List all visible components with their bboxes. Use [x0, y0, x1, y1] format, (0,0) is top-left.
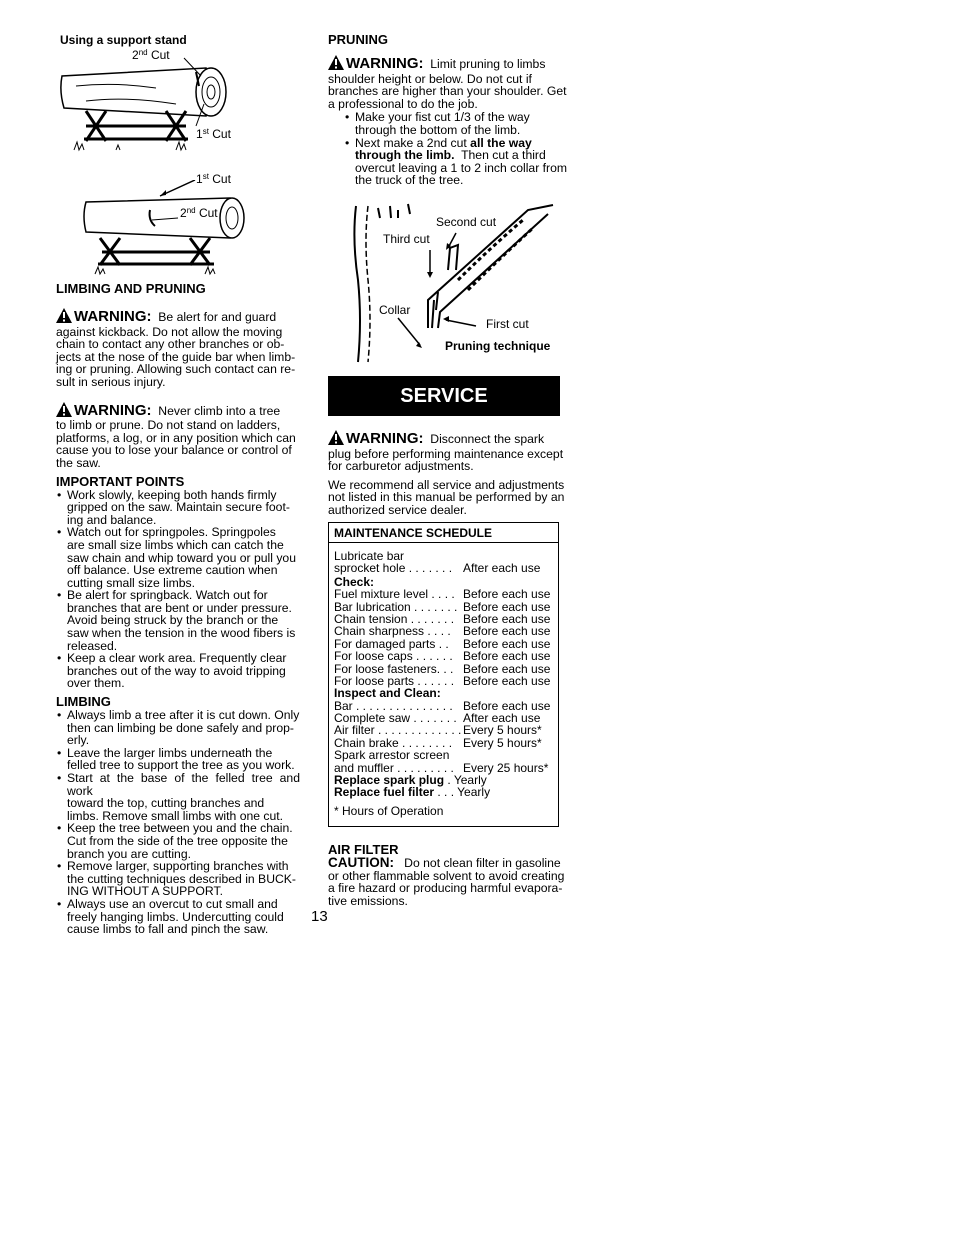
- item-line: the cutting techniques described in BUCK-: [67, 871, 296, 886]
- item-line: the truck of the tree.: [355, 173, 464, 188]
- warning1-line-4: ing or pruning. Allowing such contact can re-: [56, 362, 296, 377]
- item-line: • Remove larger, supporting branches with: [67, 859, 289, 874]
- table-row: [329, 625, 558, 637]
- air-filter-heading: AIR FILTER: [328, 842, 399, 857]
- row-label: Inspect and Clean:: [334, 686, 441, 701]
- row-value: Before each use: [463, 636, 551, 651]
- fig2-top-num: 1: [196, 172, 203, 186]
- service-text: [328, 430, 571, 517]
- item-line: felled tree to support the tree as you work.: [67, 758, 295, 773]
- item-line: branch you are cutting.: [67, 846, 191, 861]
- item-line: • Be alert for springback. Watch out for: [67, 588, 268, 603]
- item-line: toward the top, cutting branches and: [67, 796, 265, 811]
- pruning-warning-line-0: Limit pruning to limbs: [430, 57, 546, 71]
- fig1-second-cut-label: [132, 49, 170, 62]
- schedule-title: MAINTENANCE SCHEDULE: [329, 523, 558, 543]
- list-item: [56, 709, 300, 747]
- fig1-bottom-sup: st: [202, 127, 209, 136]
- recommend-line-2: authorized service dealer.: [328, 502, 467, 517]
- fig2-second-cut-label: [180, 207, 218, 220]
- row-value: Before each use: [463, 624, 551, 639]
- item-line: • Work slowly, keeping both hands firmly: [67, 487, 277, 502]
- warning1-line-2: chain to contact any other branches or ob-: [56, 337, 285, 352]
- first-cut-label: First cut: [486, 317, 529, 331]
- fig1-top-sup: nd: [138, 48, 148, 57]
- list-item: [56, 489, 300, 527]
- row-suffix: . . . Yearly: [434, 785, 491, 800]
- list-item: [56, 526, 300, 589]
- table-footnote: [329, 805, 558, 817]
- item-line: • Always use an overcut to cut small and: [67, 896, 278, 911]
- second-cut-label: Second cut: [436, 215, 497, 229]
- item-line: branches that are bent or under pressure.: [67, 600, 292, 615]
- item-line: erly.: [67, 733, 90, 748]
- warning-triangle-icon: [328, 430, 344, 448]
- list-item: [56, 747, 300, 772]
- table-row: [329, 562, 558, 574]
- service-warning-line-2: for carburetor adjustments.: [328, 459, 474, 474]
- limbing-heading: LIMBING: [56, 694, 111, 710]
- row-label: Replace spark plug: [334, 773, 445, 788]
- row-value: After each use: [463, 561, 541, 576]
- table-row: [329, 724, 558, 736]
- item-line: • Leave the larger limbs underneath the: [67, 745, 273, 760]
- item-line: Avoid being struck by the branch or the: [67, 613, 279, 628]
- fig2-top-sup: st: [202, 172, 209, 181]
- item-line: ING WITHOUT A SUPPORT.: [67, 884, 223, 899]
- pruning-technique-caption: Pruning technique: [445, 339, 551, 353]
- third-cut-label: Third cut: [383, 232, 430, 246]
- pruning-warning-line-2: branches are higher than your shoulder. Get: [328, 84, 567, 99]
- table-row: [329, 786, 558, 798]
- limbing-list: [56, 709, 300, 936]
- row-label: Chain brake . . . . . . . .: [334, 735, 453, 750]
- warning2-label: WARNING:: [74, 401, 152, 419]
- row-value: Every 5 hours*: [463, 723, 542, 738]
- recommend-paragraph: [328, 479, 571, 517]
- service-warning: [328, 430, 571, 473]
- maintenance-schedule-table: [328, 522, 559, 827]
- row-value: Before each use: [463, 661, 551, 676]
- caution-line-1: or other flammable solvent to avoid creating: [328, 868, 565, 883]
- item-line: saw chain and whip toward you or pull you: [67, 550, 296, 565]
- schedule-rows: [329, 550, 558, 817]
- caution-line-0: Do not clean filter in gasoline: [404, 856, 561, 870]
- support-stand-figure-1: [56, 46, 256, 161]
- important-points-list: [56, 489, 300, 691]
- step2-bold1: all the way: [470, 135, 532, 150]
- service-warning-line-1: plug before performing maintenance except: [328, 446, 564, 461]
- warning-triangle-icon: [328, 55, 344, 73]
- row-label: and muffler . . . . . . . . .: [334, 760, 454, 775]
- pruning-warning-line-1: shoulder height or below. Do not cut if: [328, 71, 532, 86]
- item-line: branches out of the way to avoid tripping: [67, 663, 286, 678]
- list-item: [56, 898, 300, 936]
- service-banner: SERVICE: [328, 376, 560, 416]
- row-label: Spark arrestor screen: [334, 748, 450, 763]
- pruning-warning-label: WARNING:: [346, 55, 424, 72]
- row-label: Air filter . . . . . . . . . . . . .: [334, 723, 462, 738]
- warning1-line-0: Be alert for and guard: [158, 310, 277, 324]
- fig2-first-cut-label: [196, 173, 231, 186]
- row-label: Chain sharpness . . . .: [334, 624, 451, 639]
- row-value: Before each use: [463, 587, 551, 602]
- important-points-heading: IMPORTANT POINTS: [56, 473, 185, 489]
- row-value: Before each use: [463, 698, 551, 713]
- fig1-first-cut-label: [196, 128, 231, 141]
- support-heading: Using a support stand: [60, 33, 187, 47]
- pruning-steps-list: [328, 111, 571, 187]
- row-label: Complete saw . . . . . . .: [334, 711, 457, 726]
- item-line: cause limbs to fall and pinch the saw.: [67, 922, 269, 937]
- item-line: gripped on the saw. Maintain secure foot-: [67, 500, 290, 515]
- footnote-text: * Hours of Operation: [334, 803, 444, 818]
- recommend-line-0: We recommend all service and adjustments: [328, 477, 565, 492]
- list-item: [56, 652, 300, 690]
- fig1-bottom-num: 1: [196, 127, 203, 141]
- warning2-line-1: to limb or prune. Do not stand on ladders,: [56, 418, 281, 433]
- row-value: Before each use: [463, 649, 551, 664]
- item-line: freely hanging limbs. Undercutting could: [67, 909, 284, 924]
- item-line: over them.: [67, 676, 125, 691]
- warning1-line-3: jects at the nose of the guide bar when limb-: [56, 349, 296, 364]
- left-text-column: [56, 281, 300, 936]
- item-line: • Make your fist cut 1/3 of the way: [355, 110, 530, 125]
- item-line: then can limbing be done safely and prop-: [67, 720, 294, 735]
- row-label: For loose parts . . . . . .: [334, 673, 455, 688]
- item-line: • Keep the tree between you and the chain.: [67, 821, 293, 836]
- warning-triangle-icon: [56, 308, 72, 326]
- item-line: limbs. Remove small limbs with one cut.: [67, 808, 284, 823]
- row-suffix: . Yearly: [444, 773, 487, 788]
- row-label: sprocket hole . . . . . . .: [334, 561, 453, 576]
- service-warning-line-0: Disconnect the spark: [430, 432, 545, 446]
- list-item: [344, 111, 571, 136]
- item-line: are small size limbs which can catch the: [67, 537, 284, 552]
- row-label: For damaged parts . .: [334, 636, 449, 651]
- table-row: [329, 650, 558, 662]
- row-label: For loose caps . . . . . .: [334, 649, 453, 664]
- caution-line-3: tive emissions.: [328, 893, 408, 908]
- warning-triangle-icon: [56, 402, 72, 420]
- row-value: Before each use: [463, 673, 551, 688]
- warning1-line-5: sult in serious injury.: [56, 374, 166, 389]
- step2-post: Then cut a third: [454, 148, 546, 163]
- item-line: • Always limb a tree after it is cut down. Only: [67, 708, 300, 723]
- table-row: [329, 749, 558, 761]
- list-item: [56, 589, 300, 652]
- list-item: [344, 137, 571, 187]
- row-label: Lubricate bar: [334, 549, 405, 563]
- row-label: Bar lubrication . . . . . . .: [334, 599, 458, 614]
- row-value: Every 5 hours*: [463, 735, 542, 750]
- fig2-mid-sup: nd: [186, 206, 196, 215]
- warning1-line-1: against kickback. Do not allow the moving: [56, 324, 283, 339]
- row-value: After each use: [463, 711, 541, 726]
- right-text-column: [328, 32, 571, 187]
- collar-label: Collar: [379, 303, 411, 317]
- warning2-line-4: the saw.: [56, 455, 101, 470]
- warning2-line-2: platforms, a log, or in any position which can: [56, 430, 296, 445]
- fig2-mid-num: 2: [180, 206, 187, 220]
- warning1-label: WARNING:: [74, 308, 152, 325]
- item-line: overcut leaving a 1 to 2 inch collar from: [355, 160, 568, 175]
- step2-pre: Next make a 2nd cut: [355, 135, 471, 150]
- air-filter-section: [328, 842, 571, 907]
- table-row: [329, 588, 558, 600]
- support-stand-figure-2: [80, 180, 250, 280]
- item-line: off balance. Use extreme caution when: [67, 563, 278, 578]
- fig1-top-num: 2: [132, 48, 139, 62]
- caution-line-2: a fire hazard or producing harmful evapora-: [328, 881, 563, 896]
- item-line: cutting small size limbs.: [67, 575, 196, 590]
- list-item: [56, 822, 300, 860]
- fig2-mid-label: Cut: [198, 206, 218, 220]
- item-line: saw when the tension in the wood fibers is: [67, 626, 296, 641]
- warning2-line-0: Never climb into a tree: [158, 403, 281, 418]
- fig1-bottom-label: Cut: [212, 127, 231, 141]
- row-value: Before each use: [463, 599, 551, 614]
- row-label: Chain tension . . . . . . .: [334, 611, 455, 626]
- pruning-heading: PRUNING: [328, 32, 388, 47]
- warning-climb: [56, 402, 300, 470]
- warning2-line-3: cause you to lose your balance or control of: [56, 443, 292, 458]
- item-line: released.: [67, 638, 118, 653]
- row-label: Fuel mixture level . . . .: [334, 587, 455, 602]
- page-number: 13: [311, 908, 328, 925]
- warning-kickback: [56, 308, 300, 389]
- fig1-top-label: Cut: [150, 48, 170, 62]
- row-label: Replace fuel filter: [334, 785, 435, 800]
- caution-label: CAUTION:: [328, 855, 394, 870]
- recommend-line-1: not listed in this manual be performed by an: [328, 490, 565, 505]
- item-line: ing and balance.: [67, 512, 157, 527]
- item-line: through the bottom of the limb.: [355, 122, 521, 137]
- pruning-warning: [328, 55, 571, 110]
- item-line: • Watch out for springpoles. Springpoles: [67, 525, 276, 540]
- limbing-pruning-heading: LIMBING AND PRUNING: [56, 281, 206, 296]
- service-warning-label: WARNING:: [346, 430, 424, 447]
- pruning-warning-line-3: a professional to do the job.: [328, 96, 478, 111]
- list-item: [56, 772, 300, 822]
- list-item: [56, 860, 300, 898]
- item-line: [355, 149, 571, 162]
- item-line: • Start at the base of the felled tree and work: [67, 771, 300, 798]
- row-label: Bar . . . . . . . . . . . . . . .: [334, 698, 453, 713]
- step2-bold2: through the limb.: [355, 148, 455, 163]
- fig2-top-label: Cut: [212, 172, 231, 186]
- row-label: Check:: [334, 574, 375, 589]
- row-value: Before each use: [463, 611, 551, 626]
- item-line: Cut from the side of the tree opposite the: [67, 833, 288, 848]
- table-row: [329, 687, 558, 699]
- item-line: • Keep a clear work area. Frequently clear: [67, 651, 287, 666]
- row-value: Every 25 hours*: [463, 760, 549, 775]
- row-label: For loose fasteners. . .: [334, 661, 454, 676]
